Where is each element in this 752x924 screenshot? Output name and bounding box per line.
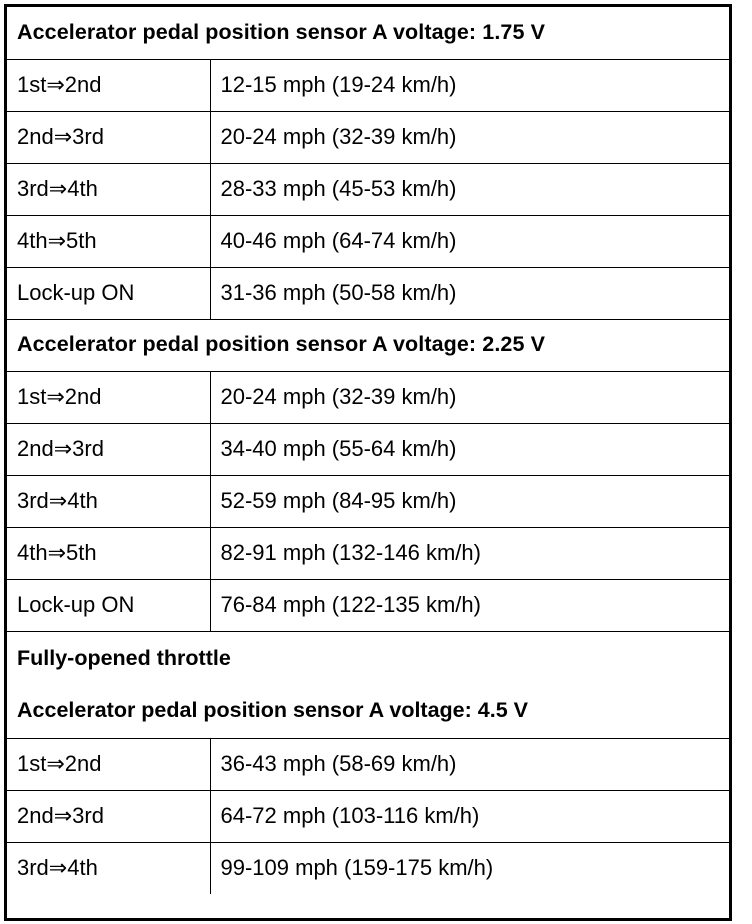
shift-cell: 3rd⇒4th	[7, 163, 210, 215]
speed-cell: 20-24 mph (32-39 km/h)	[210, 111, 729, 163]
table-row	[7, 371, 729, 423]
shift-cell: 1st⇒2nd	[7, 738, 210, 790]
shift-cell: 3rd⇒4th	[7, 842, 210, 894]
section-header: Accelerator pedal position sensor A voltage: 1.75 V	[7, 7, 729, 59]
table-row	[7, 59, 729, 111]
speed-cell: 31-36 mph (50-58 km/h)	[210, 267, 729, 319]
speed-cell: 20-24 mph (32-39 km/h)	[210, 371, 729, 423]
speed-cell: 40-46 mph (64-74 km/h)	[210, 215, 729, 267]
table-row	[7, 215, 729, 267]
section-header-row	[7, 7, 729, 59]
section-header: Accelerator pedal position sensor A voltage: 2.25 V	[7, 319, 729, 371]
table-row	[7, 423, 729, 475]
speed-cell: 28-33 mph (45-53 km/h)	[210, 163, 729, 215]
shift-cell: 1st⇒2nd	[7, 371, 210, 423]
speed-cell: 36-43 mph (58-69 km/h)	[210, 738, 729, 790]
shift-cell: Lock-up ON	[7, 579, 210, 631]
speed-cell: 82-91 mph (132-146 km/h)	[210, 527, 729, 579]
speed-cell: 76-84 mph (122-135 km/h)	[210, 579, 729, 631]
shift-speed-table	[7, 7, 729, 894]
section-header-row	[7, 631, 729, 738]
speed-cell: 34-40 mph (55-64 km/h)	[210, 423, 729, 475]
shift-cell: 1st⇒2nd	[7, 59, 210, 111]
table-row	[7, 842, 729, 894]
shift-cell: 2nd⇒3rd	[7, 111, 210, 163]
speed-cell: 52-59 mph (84-95 km/h)	[210, 475, 729, 527]
speed-cell: 64-72 mph (103-116 km/h)	[210, 790, 729, 842]
table-row	[7, 267, 729, 319]
table-row	[7, 790, 729, 842]
shift-cell: 4th⇒5th	[7, 527, 210, 579]
speed-cell: 99-109 mph (159-175 km/h)	[210, 842, 729, 894]
section-header	[7, 631, 729, 738]
speed-cell: 12-15 mph (19-24 km/h)	[210, 59, 729, 111]
section-header-row	[7, 319, 729, 371]
shift-cell: 4th⇒5th	[7, 215, 210, 267]
shift-speed-table-frame	[4, 4, 732, 921]
table-row	[7, 527, 729, 579]
table-row	[7, 111, 729, 163]
section-subtitle: Fully-opened throttle	[17, 645, 231, 670]
shift-cell: 2nd⇒3rd	[7, 790, 210, 842]
table-row	[7, 163, 729, 215]
table-row	[7, 579, 729, 631]
table-row	[7, 475, 729, 527]
shift-cell: Lock-up ON	[7, 267, 210, 319]
section-header-text: Accelerator pedal position sensor A voltage: 4.5 V	[17, 698, 528, 722]
shift-cell: 2nd⇒3rd	[7, 423, 210, 475]
table-row	[7, 738, 729, 790]
shift-cell: 3rd⇒4th	[7, 475, 210, 527]
